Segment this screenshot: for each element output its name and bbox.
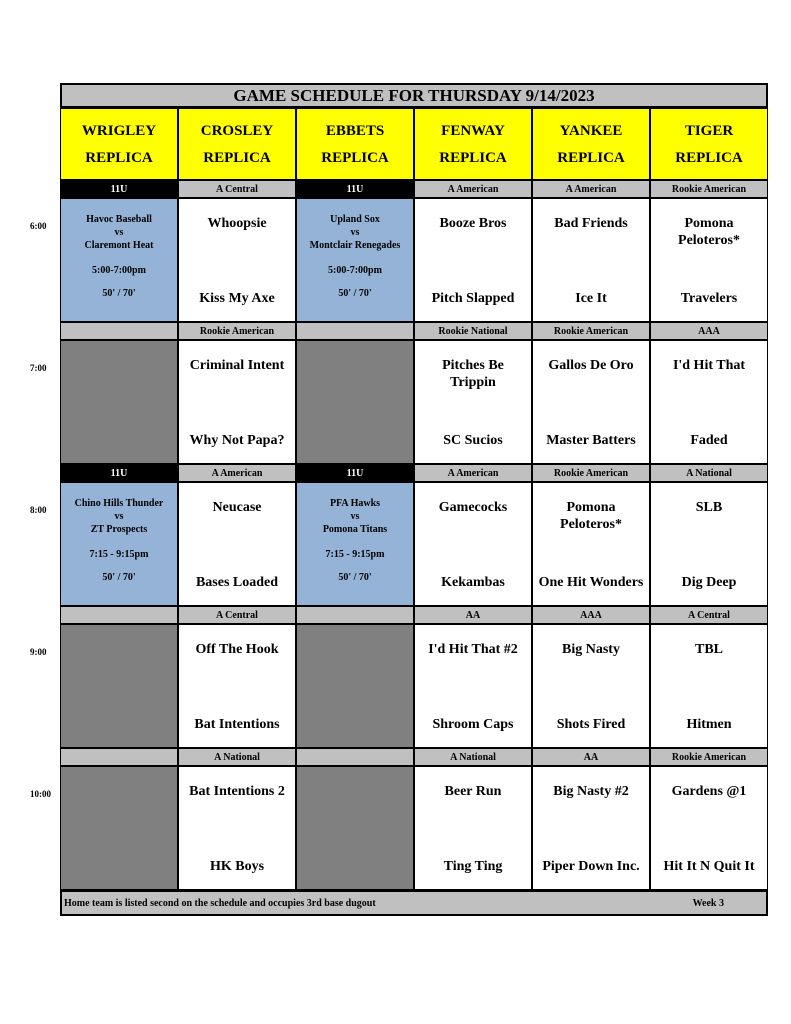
division-label: A National — [178, 748, 296, 766]
away-team: Big Nasty #2 — [553, 784, 629, 799]
division-label — [296, 748, 414, 766]
division-label: A Central — [178, 180, 296, 198]
team-name: Pomona Titans — [322, 524, 388, 535]
field-subtitle: REPLICA — [203, 149, 271, 166]
away-team: Pitches Be Trippin — [442, 358, 504, 390]
division-label — [60, 748, 178, 766]
away-team: Whoopsie — [207, 216, 267, 231]
game-time: 5:00-7:00pm — [92, 265, 146, 276]
home-team: Master Batters — [546, 433, 636, 448]
game-cell[interactable] — [178, 198, 296, 322]
home-team: SC Sucios — [443, 433, 503, 448]
time-label: 8:00 — [30, 505, 47, 515]
game-cell[interactable] — [650, 482, 768, 606]
game-cell[interactable] — [414, 624, 532, 748]
away-team: Gamecocks — [438, 500, 508, 515]
empty-slot — [296, 624, 414, 748]
time-label: 10:00 — [30, 789, 51, 799]
game-cell[interactable] — [650, 340, 768, 464]
division-label: A American — [414, 464, 532, 482]
home-team: Kekambas — [441, 575, 505, 590]
game-cell[interactable] — [532, 766, 650, 890]
game-cell[interactable] — [414, 766, 532, 890]
home-team: Shroom Caps — [432, 717, 514, 732]
away-team: SLB — [695, 500, 723, 515]
versus-label: vs — [114, 227, 124, 238]
field-name: CROSLEY — [200, 122, 274, 139]
team-name: ZT Prospects — [90, 524, 148, 535]
time-label: 9:00 — [30, 647, 47, 657]
division-label: 11U — [60, 180, 178, 198]
field-header — [650, 108, 768, 180]
game-cell[interactable] — [178, 624, 296, 748]
game-cell-11u[interactable] — [60, 482, 178, 606]
away-team: Big Nasty — [562, 642, 620, 657]
game-cell[interactable] — [414, 340, 532, 464]
game-cell[interactable] — [650, 766, 768, 890]
game-cell[interactable] — [178, 482, 296, 606]
away-team: Off The Hook — [195, 642, 279, 657]
division-label: Rookie American — [532, 464, 650, 482]
field-name: EBBETS — [325, 122, 385, 139]
division-label: AA — [414, 606, 532, 624]
division-label: 11U — [60, 464, 178, 482]
home-team: Hit It N Quit It — [663, 859, 755, 874]
home-team: Why Not Papa? — [189, 433, 285, 448]
game-cell[interactable] — [414, 198, 532, 322]
field-name: WRIGLEY — [81, 122, 157, 139]
home-team: Hitmen — [686, 717, 732, 732]
field-subtitle: REPLICA — [85, 149, 153, 166]
away-team: TBL — [694, 642, 723, 657]
home-team: Ice It — [575, 291, 607, 306]
home-team: Travelers — [680, 291, 738, 306]
week-label: Week 3 — [692, 897, 724, 909]
away-team: Booze Bros — [439, 216, 507, 231]
division-label: Rookie American — [650, 180, 768, 198]
division-label: Rookie National — [414, 322, 532, 340]
game-cell-11u[interactable] — [60, 198, 178, 322]
field-name: TIGER — [684, 122, 734, 139]
game-cell[interactable] — [650, 624, 768, 748]
division-label: A American — [532, 180, 650, 198]
home-team: Piper Down Inc. — [542, 859, 640, 874]
home-team: Pitch Slapped — [431, 291, 515, 306]
field-name: FENWAY — [441, 122, 505, 139]
field-subtitle: REPLICA — [439, 149, 507, 166]
game-cell[interactable] — [532, 482, 650, 606]
field-header — [178, 108, 296, 180]
field-subtitle: REPLICA — [675, 149, 743, 166]
division-label: A National — [414, 748, 532, 766]
home-team: Kiss My Axe — [199, 291, 275, 306]
division-label: AAA — [650, 322, 768, 340]
team-name: Upland Sox — [330, 214, 380, 225]
home-team: Dig Deep — [681, 575, 737, 590]
schedule-sheet — [60, 83, 768, 916]
field-header — [532, 108, 650, 180]
field-subtitle: REPLICA — [557, 149, 625, 166]
away-team: Pomona Peloteros* — [560, 500, 622, 532]
division-label: Rookie American — [650, 748, 768, 766]
division-label — [296, 322, 414, 340]
team-name: Claremont Heat — [84, 240, 154, 251]
division-label: A Central — [178, 606, 296, 624]
empty-slot — [60, 766, 178, 890]
time-label: 7:00 — [30, 363, 47, 373]
away-team: Bad Friends — [554, 216, 628, 231]
home-team: Ting Ting — [443, 859, 503, 874]
game-time: 7:15 - 9:15pm — [89, 549, 149, 560]
field-dimensions: 50' / 70' — [338, 572, 372, 583]
game-time: 5:00-7:00pm — [328, 265, 382, 276]
empty-slot — [60, 624, 178, 748]
game-cell[interactable] — [650, 198, 768, 322]
field-header — [414, 108, 532, 180]
field-header — [296, 108, 414, 180]
field-dimensions: 50' / 70' — [102, 572, 136, 583]
division-label: 11U — [296, 464, 414, 482]
away-team: Neucase — [212, 500, 262, 515]
away-team: Gallos De Oro — [548, 358, 634, 373]
versus-label: vs — [350, 227, 360, 238]
away-team: Criminal Intent — [189, 358, 285, 373]
footer-bar — [60, 890, 768, 916]
game-cell[interactable] — [414, 482, 532, 606]
game-cell[interactable] — [532, 340, 650, 464]
away-team: Beer Run — [444, 784, 502, 799]
team-name: Havoc Baseball — [86, 214, 152, 225]
game-cell[interactable] — [532, 198, 650, 322]
home-team: One Hit Wonders — [538, 575, 644, 590]
division-label: AAA — [532, 606, 650, 624]
versus-label: vs — [114, 511, 124, 522]
division-label: A American — [178, 464, 296, 482]
field-header — [60, 108, 178, 180]
division-label: A National — [650, 464, 768, 482]
game-cell[interactable] — [532, 624, 650, 748]
field-name: YANKEE — [559, 122, 623, 139]
away-team: I'd Hit That #2 — [428, 642, 518, 657]
home-team: Shots Fired — [556, 717, 626, 732]
home-team: Bat Intentions — [194, 717, 280, 732]
division-label — [60, 322, 178, 340]
footer-note: Home team is listed second on the schedule and occupies 3rd base dugout — [64, 897, 376, 909]
team-name: Chino Hills Thunder — [74, 498, 164, 509]
empty-slot — [60, 340, 178, 464]
division-label — [60, 606, 178, 624]
division-label: Rookie American — [178, 322, 296, 340]
division-label — [296, 606, 414, 624]
away-team: Pomona Peloteros* — [678, 216, 740, 248]
time-label: 6:00 — [30, 221, 47, 231]
away-team: Bat Intentions 2 — [189, 784, 285, 799]
schedule-title: GAME SCHEDULE FOR THURSDAY 9/14/2023 — [60, 83, 768, 108]
field-dimensions: 50' / 70' — [102, 288, 136, 299]
game-cell-11u[interactable] — [296, 482, 414, 606]
team-name: Montclair Renegades — [309, 240, 401, 251]
division-label: A American — [414, 180, 532, 198]
division-label: Rookie American — [532, 322, 650, 340]
home-team: HK Boys — [209, 859, 265, 874]
field-subtitle: REPLICA — [321, 149, 389, 166]
home-team: Faded — [690, 433, 728, 448]
game-cell[interactable] — [178, 340, 296, 464]
versus-label: vs — [350, 511, 360, 522]
division-label: 11U — [296, 180, 414, 198]
empty-slot — [296, 766, 414, 890]
home-team: Bases Loaded — [195, 575, 279, 590]
away-team: Gardens @1 — [671, 784, 747, 799]
field-dimensions: 50' / 70' — [338, 288, 372, 299]
game-cell[interactable] — [178, 766, 296, 890]
division-label: A Central — [650, 606, 768, 624]
game-time: 7:15 - 9:15pm — [325, 549, 385, 560]
away-team: I'd Hit That — [672, 358, 746, 373]
game-cell-11u[interactable] — [296, 198, 414, 322]
team-name: PFA Hawks — [329, 498, 381, 509]
division-label: AA — [532, 748, 650, 766]
empty-slot — [296, 340, 414, 464]
